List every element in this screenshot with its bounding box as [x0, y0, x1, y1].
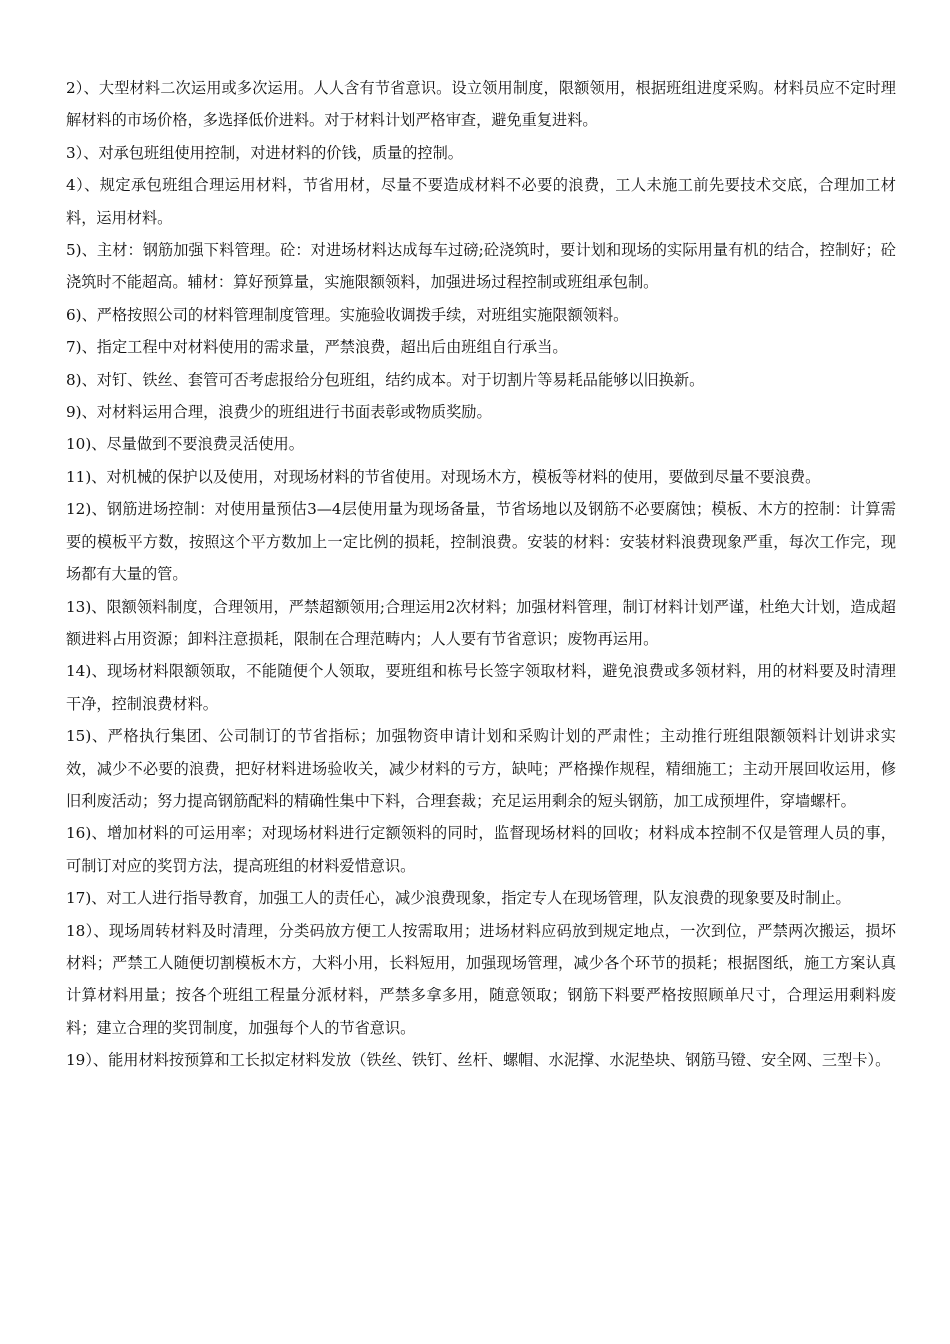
document-body	[66, 72, 896, 1077]
paragraph-item-19: 19）、能用材料按预算和工长拟定材料发放（铁丝、铁钉、丝杆、螺帽、水泥撑、水泥垫块、钢筋马镫、安全网、三型卡）。	[66, 1051, 891, 1070]
paragraph-item-13: 13)、限额领料制度，合理领用，严禁超额领用;合理运用2次材料；加强材料管理，制订材料计划严谨，杜绝大计划，造成超额进料占用资源；卸料注意损耗，限制在合理范畴内；人人要有节省意识；废物再运用。	[66, 597, 896, 648]
paragraph-item-11: 11)、对机械的保护以及使用，对现场材料的节省使用。对现场木方，模板等材料的使用，要做到尽量不要浪费。	[66, 467, 821, 486]
paragraph-item-6: 6)、严格按照公司的材料管理制度管理。实施验收调拨手续，对班组实施限额领料。	[66, 305, 629, 324]
paragraph-item-12: 12)、钢筋进场控制：对使用量预估3—4层使用量为现场备量，节省场地以及钢筋不必要腐蚀；模板、木方的控制：计算需要的模板平方数，按照这个平方数加上一定比例的损耗，控制浪费。安装的材料：安装材料浪费现象严重，每次工作完，现场都有大量的管。	[66, 500, 896, 584]
paragraph-item-14: 14)、现场材料限额领取，不能随便个人领取，要班组和栋号长签字领取材料，避免浪费或多领材料，用的材料要及时清理干净，控制浪费材料。	[66, 662, 896, 713]
paragraph-item-2: 2）、大型材料二次运用或多次运用。人人含有节省意识。设立领用制度，限额领用，根据班组进度采购。材料员应不定时理解材料的市场价格，多选择低价进料。对于材料计划严格审查，避免重复进料。	[66, 79, 896, 130]
paragraph-item-8: 8)、对钉、铁丝、套管可否考虑报给分包班组，结约成本。对于切割片等易耗品能够以旧换新。	[66, 370, 705, 389]
paragraph-item-4: 4）、规定承包班组合理运用材料，节省用材，尽量不要造成材料不必要的浪费，工人未施工前先要技术交底，合理加工材料，运用材料。	[66, 176, 896, 227]
paragraph-item-15: 15)、严格执行集团、公司制订的节省指标；加强物资申请计划和采购计划的严肃性；主动推行班组限额领料计划讲求实效，减少不必要的浪费，把好材料进场验收关，减少材料的亏方，缺吨；严格操作规程，精细施工；主动开展回收运用，修旧利废活动；努力提高钢筋配料的精确性集中下料，合理套裁；充足运用剩余的短头钢筋，加工成预埋件，穿墙螺杆。	[66, 727, 896, 810]
paragraph-item-3: 3）、对承包班组使用控制，对进材料的价钱，质量的控制。	[66, 143, 463, 162]
paragraph-item-10: 10)、尽量做到不要浪费灵活使用。	[66, 435, 304, 454]
paragraph-item-7: 7)、指定工程中对材料使用的需求量，严禁浪费，超出后由班组自行承当。	[66, 338, 568, 357]
paragraph-item-18: 18）、现场周转材料及时清理，分类码放方便工人按需取用；进场材料应码放到规定地点，一次到位，严禁两次搬运，损坏材料；严禁工人随便切割模板木方，大料小用，长料短用，加强现场管理，减少各个环节的损耗；根据图纸，施工方案认真计算材料用量；按各个班组工程量分派材料，严禁多拿多用，随意领取；钢筋下料要严格按照顾单尺寸，合理运用剩料废料；建立合理的奖罚制度，加强每个人的节省意识。	[66, 921, 896, 1037]
paragraph-item-17: 17)、对工人进行指导教育，加强工人的责任心，减少浪费现象，指定专人在现场管理，队友浪费的现象要及时制止。	[66, 889, 851, 908]
paragraph-item-16: 16)、增加材料的可运用率；对现场材料进行定额领料的同时，监督现场材料的回收；材料成本控制不仅是管理人员的事，可制订对应的奖罚方法，提高班组的材料爱惜意识。	[66, 824, 896, 875]
paragraph-item-5: 5)、主材：钢筋加强下料管理。砼：对进场材料达成每车过磅;砼浇筑时，要计划和现场的实际用量有机的结合，控制好；砼浇筑时不能超高。辅材：算好预算量，实施限额领料，加强进场过程控制或班组承包制。	[66, 241, 896, 292]
paragraph-item-9: 9)、对材料运用合理，浪费少的班组进行书面表彰或物质奖励。	[66, 403, 492, 422]
